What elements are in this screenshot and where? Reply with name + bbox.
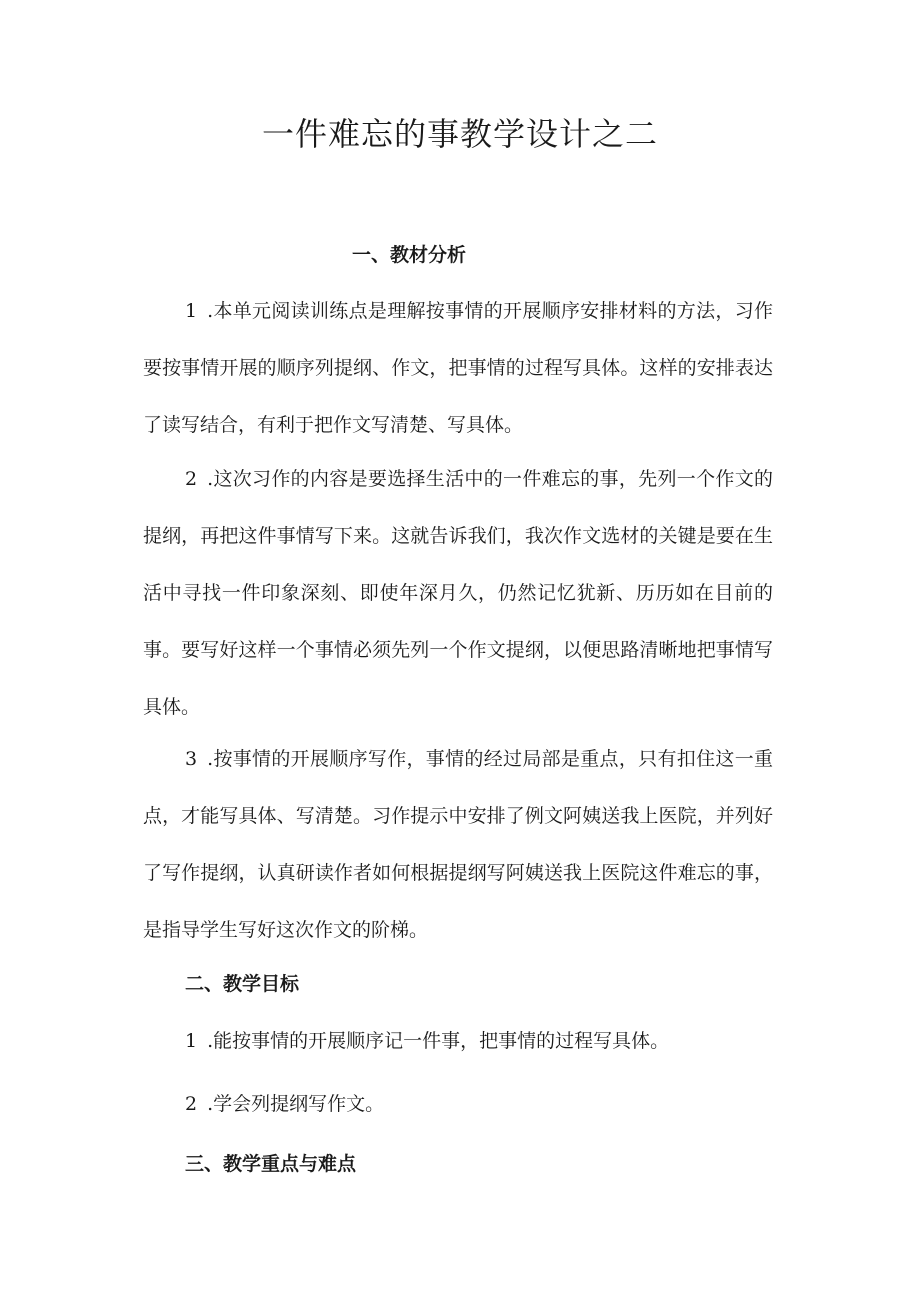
section-heading-materials-analysis: 一、教材分析 (352, 244, 467, 266)
item-number: 1 (185, 1030, 198, 1052)
paragraph-text: .这次习作的内容是要选择生活中的一件难忘的事，先列一个作文的提纲，再把这件事情写下来。这就告诉我们，我次作文选材的关键是要在生活中寻找一件印象深刻、即使年深月久，仍然记忆犹新、历历如在目前的事。要写好这样一个事情必须先列一个作文提纲，以便思路清晰地把事情写具体。 (143, 468, 773, 718)
goal-item-2 (185, 1089, 785, 1119)
document-title: 一件难忘的事教学设计之二 (261, 115, 658, 153)
section-heading-teaching-goals: 二、教学目标 (185, 973, 300, 995)
paragraph-number: 3 (185, 748, 198, 770)
paragraph-text: .本单元阅读训练点是理解按事情的开展顺序安排材料的方法，习作要按事情开展的顺序列提纲、作文，把事情的过程写具体。这样的安排表达了读写结合，有利于把作文写清楚、写具体。 (143, 300, 773, 436)
paragraph-2 (143, 451, 773, 736)
item-text: .学会列提纲写作文。 (207, 1093, 385, 1115)
goal-item-1 (185, 1026, 785, 1056)
paragraph-3 (143, 731, 773, 959)
paragraph-text: .按事情的开展顺序写作，事情的经过局部是重点，只有扣住这一重点，才能写具体、写清楚。习作提示中安排了例文阿姨送我上医院，并列好了写作提纲，认真研读作者如何根据提纲写阿姨送我上医院这件难忘的事，是指导学生写好这次作文的阶梯。 (143, 748, 773, 941)
item-number: 2 (185, 1093, 198, 1115)
paragraph-number: 2 (185, 468, 198, 490)
paragraph-number: 1 (185, 300, 198, 322)
paragraph-1 (143, 283, 773, 454)
item-text: .能按事情的开展顺序记一件事，把事情的过程写具体。 (207, 1030, 670, 1052)
section-heading-key-points: 三、教学重点与难点 (185, 1153, 357, 1175)
